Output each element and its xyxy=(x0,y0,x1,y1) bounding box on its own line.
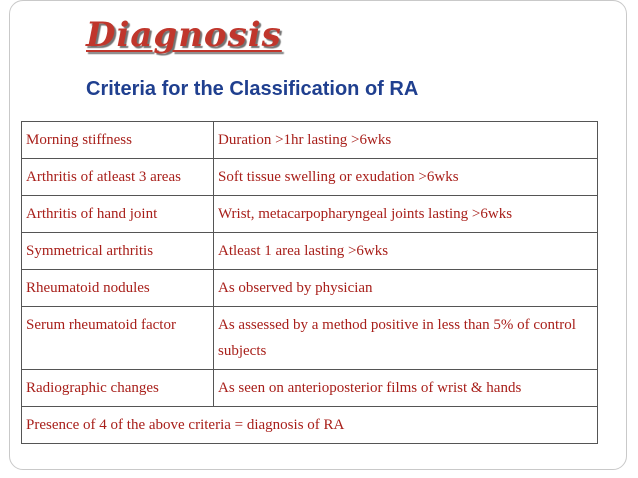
criterion-cell: Arthritis of hand joint xyxy=(22,196,214,233)
detail-cell: As seen on anterioposterior films of wrist & hands xyxy=(214,370,598,407)
criterion-cell: Arthritis of atleast 3 areas xyxy=(22,159,214,196)
table-row xyxy=(22,159,598,196)
table-row xyxy=(22,270,598,307)
table-row xyxy=(22,307,598,370)
criteria-table xyxy=(21,121,598,444)
footer-cell: Presence of 4 of the above criteria = diagnosis of RA xyxy=(22,407,598,444)
criterion-cell: Serum rheumatoid factor xyxy=(22,307,214,370)
slide-title: Diagnosis xyxy=(86,15,282,55)
detail-cell: As assessed by a method positive in less than 5% of control subjects xyxy=(214,307,598,370)
table-row xyxy=(22,233,598,270)
detail-cell: Wrist, metacarpopharyngeal joints lasting >6wks xyxy=(214,196,598,233)
slide-subtitle: Criteria for the Classification of RA xyxy=(86,78,419,100)
criterion-cell: Radiographic changes xyxy=(22,370,214,407)
detail-cell: Soft tissue swelling or exudation >6wks xyxy=(214,159,598,196)
detail-cell: Atleast 1 area lasting >6wks xyxy=(214,233,598,270)
criterion-cell: Morning stiffness xyxy=(22,122,214,159)
criterion-cell: Symmetrical arthritis xyxy=(22,233,214,270)
table-footer-row xyxy=(22,407,598,444)
detail-cell: Duration >1hr lasting >6wks xyxy=(214,122,598,159)
criterion-cell: Rheumatoid nodules xyxy=(22,270,214,307)
table-row xyxy=(22,122,598,159)
detail-cell: As observed by physician xyxy=(214,270,598,307)
table-row xyxy=(22,370,598,407)
table-row xyxy=(22,196,598,233)
